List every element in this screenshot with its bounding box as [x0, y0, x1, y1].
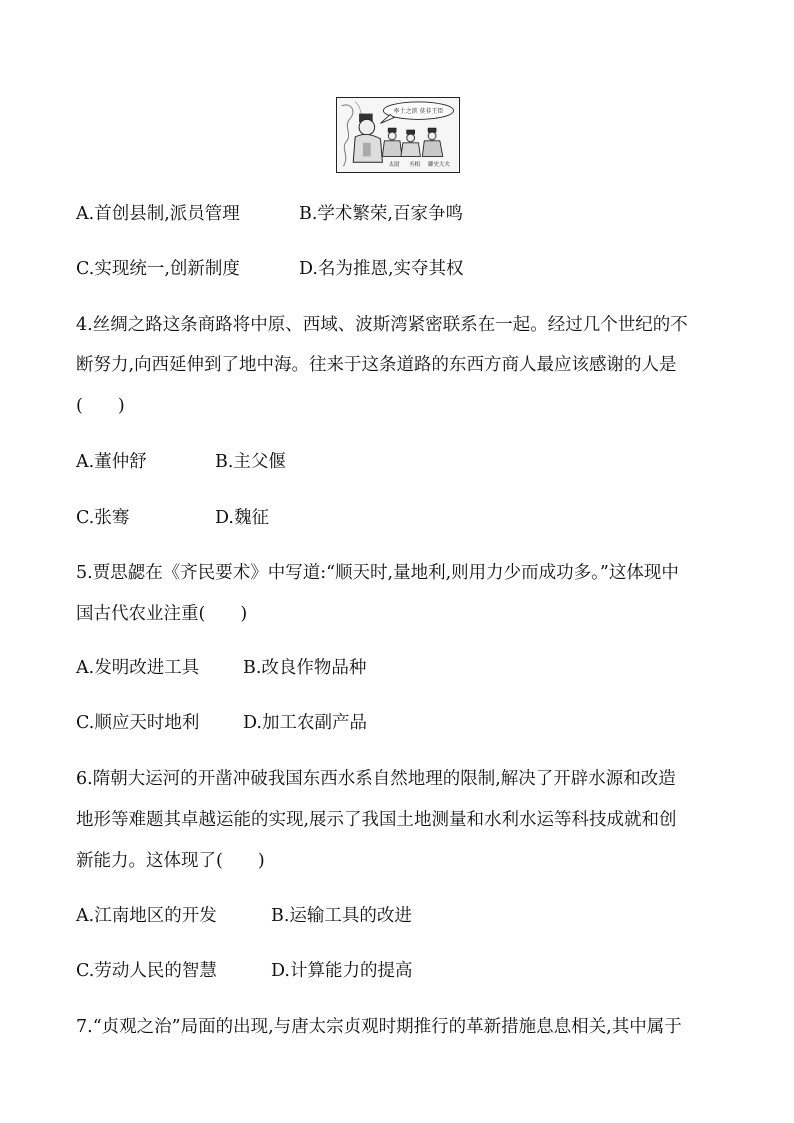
q6-stem-line: 6.隋朝大运河的开凿冲破我国东西水系自然地理的限制,解决了开辟水源和改造 — [76, 769, 676, 789]
q3-option-d[interactable]: D.名为推恩,实夺其权 — [299, 259, 464, 279]
caption-yushidafu: 御史大夫 — [428, 162, 450, 169]
caption-chengxiang: 丞相 — [409, 162, 420, 169]
caption-taiwei: 太尉 — [388, 162, 400, 169]
q5-stem-line: 国古代农业注重( ) — [76, 604, 248, 624]
speech-bubble-text: 率土之滨 莫非王臣 — [393, 108, 444, 116]
q5-option-c[interactable]: C.顺应天时地利 — [76, 713, 200, 733]
q5-option-b[interactable]: B.改良作物品种 — [243, 658, 367, 678]
q4-stem-line: 4.丝绸之路这条商路将中原、西域、波斯湾紧密联系在一起。经过几个世纪的不 — [76, 315, 688, 335]
q6-stem-line: 新能力。这体现了( ) — [76, 851, 265, 871]
q4-option-a[interactable]: A.董仲舒 — [76, 452, 147, 472]
q5-stem-line: 5.贾思勰在《齐民要术》中写道:“顺天时,量地利,则用力少而成功多。”这体现中 — [76, 563, 679, 583]
q3-option-a[interactable]: A.首创县制,派员管理 — [76, 204, 240, 224]
q6-stem-line: 地形等难题其卓越运能的实现,展示了我国土地测量和水利水运等科技成就和创 — [76, 810, 677, 830]
q4-stem-line: 断努力,向西延伸到了地中海。往来于这条道路的东西方商人最应该感谢的人是 — [76, 355, 677, 375]
q6-option-a[interactable]: A.江南地区的开发 — [76, 906, 217, 926]
cartoon-illustration — [336, 97, 460, 173]
q3-option-c[interactable]: C.实现统一,创新制度 — [76, 259, 240, 279]
q7-stem-line: 7.“贞观之治”局面的出现,与唐太宗贞观时期推行的革新措施息息相关,其中属于 — [76, 1017, 682, 1037]
q5-option-a[interactable]: A.发明改进工具 — [76, 658, 200, 678]
cartoon-drawing — [337, 98, 459, 172]
q4-answer-blank: ( ) — [76, 396, 125, 416]
q6-option-d[interactable]: D.计算能力的提高 — [271, 961, 413, 981]
q4-option-c[interactable]: C.张骞 — [76, 508, 130, 528]
q6-option-b[interactable]: B.运输工具的改进 — [271, 906, 412, 926]
q4-option-b[interactable]: B.主父偃 — [215, 452, 286, 472]
q4-option-d[interactable]: D.魏征 — [215, 508, 269, 528]
q3-option-b[interactable]: B.学术繁荣,百家争鸣 — [299, 204, 463, 224]
q5-option-d[interactable]: D.加工农副产品 — [243, 713, 367, 733]
q6-option-c[interactable]: C.劳动人民的智慧 — [76, 961, 217, 981]
